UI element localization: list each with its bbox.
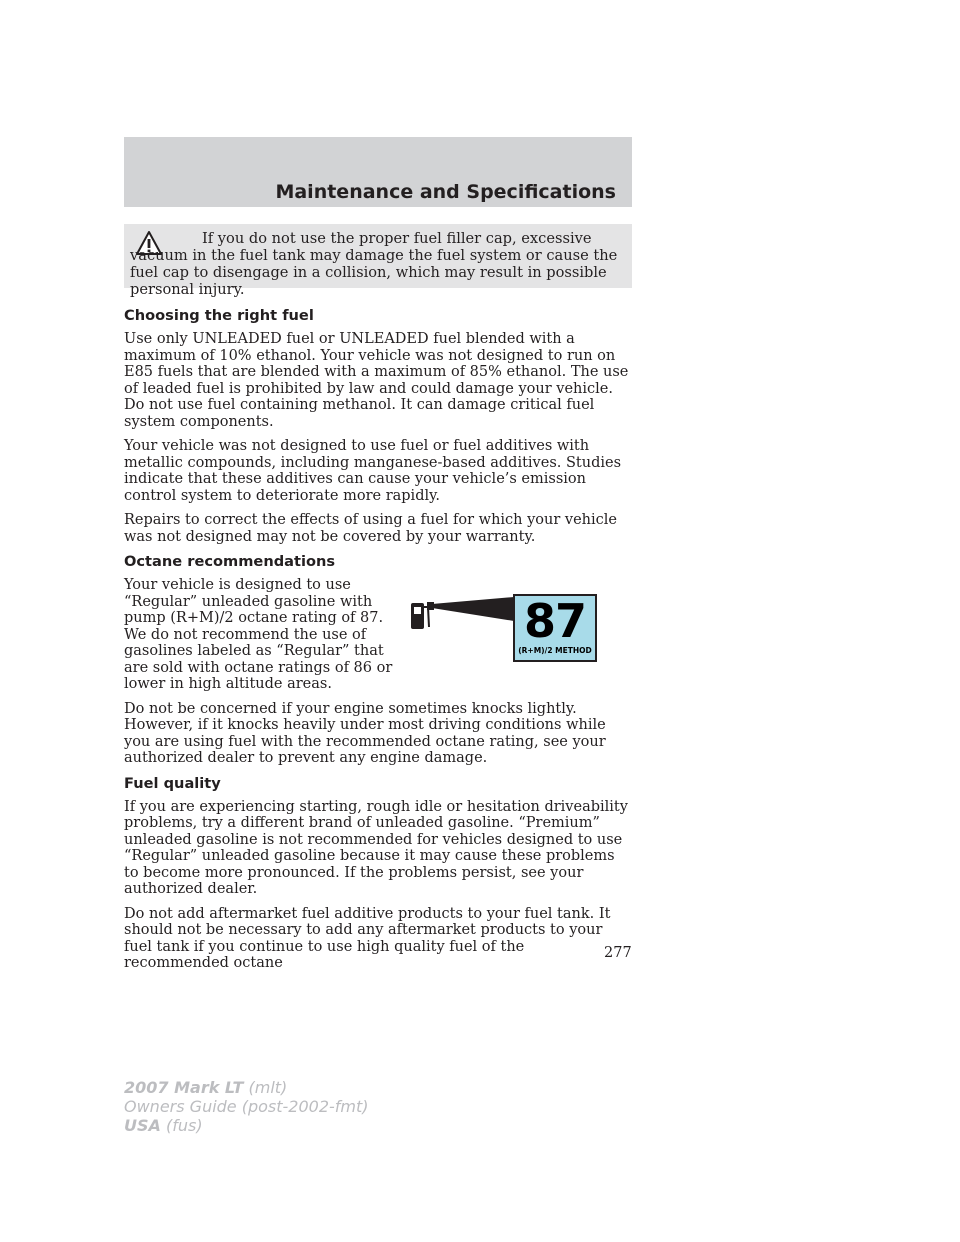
footer-line-model (124, 1078, 369, 1097)
heading-octane: Octane recommendations (124, 553, 336, 570)
paragraph: Your vehicle was not designed to use fuel or fuel additives with metallic compounds, including manganese-based additives. Studies indicate that these additives can cause your vehicle’s emission control system to deteriorate more rapidly. (124, 438, 622, 504)
heading-choosing-fuel: Choosing the right fuel (124, 307, 314, 324)
octane-number: 87 (523, 594, 586, 648)
main-content (124, 307, 632, 980)
octane-figure (408, 593, 604, 665)
footer-model-code: (mlt) (248, 1078, 288, 1097)
paragraph: If you are experiencing starting, rough idle or hesitation driveability problems, try a different brand of unleaded gasoline. “Premium” unleaded gasoline is not recommended for vehicles designed to use “Regular” unleaded gasoline because it may cause these problems to become more pronounced. If the problems persist, see your authorized dealer. (124, 798, 628, 897)
footer-market-code: (fus) (166, 1116, 203, 1135)
footer-line-guide: Owners Guide (post-2002-fmt) (124, 1097, 369, 1116)
octane-label (513, 596, 597, 662)
header-band (124, 137, 632, 207)
footer-market: USA (124, 1116, 161, 1135)
paragraph: Do not be concerned if your engine sometimes knocks lightly. However, if it knocks heavily under most driving conditions while you are using fuel with the recommended octane rating, see your authorized dealer to prevent any engine damage. (124, 700, 606, 766)
warning-box (124, 224, 632, 298)
paragraph: Your vehicle is designed to use “Regular” unleaded gasoline with pump (R+M)/2 octane rating of 87. We do not recommend the use of gasolines labeled as “Regular” that are sold with octane ratings of 86 or lower in high altitude areas. (124, 577, 393, 692)
footer-line-market (124, 1116, 369, 1135)
heading-fuel-quality: Fuel quality (124, 774, 221, 792)
octane-section (124, 577, 632, 693)
warning-text: If you do not use the proper fuel filler cap, excessive vacuum in the fuel tank may damage the fuel system or cause the fuel cap to disengage in a collision, which may result in possible personal injury. (130, 230, 618, 298)
page-title: Maintenance and Specifications (275, 181, 616, 203)
footer-model: 2007 Mark LT (124, 1078, 244, 1097)
page-number: 277 (604, 945, 632, 961)
paragraph: Use only UNLEADED fuel or UNLEADED fuel blended with a maximum of 10% ethanol. Your vehicle was not designed to run on E85 fuels that are blended with a maximum of 85% ethanol. The use of leaded fuel is prohibited by law and could damage your vehicle. Do not use fuel containing methanol. It can damage critical fuel system components. (124, 331, 629, 430)
paragraph: Do not add aftermarket fuel additive products to your fuel tank. It should not be necessary to add any aftermarket products to your fuel tank if you continue to use high quality fuel of the recommended octane (124, 905, 611, 971)
document-footer (124, 1078, 369, 1135)
octane-method: (R+M)/2 METHOD (518, 646, 592, 655)
paragraph: Repairs to correct the effects of using a fuel for which your vehicle was not designed may not be covered by your warranty. (124, 512, 617, 545)
